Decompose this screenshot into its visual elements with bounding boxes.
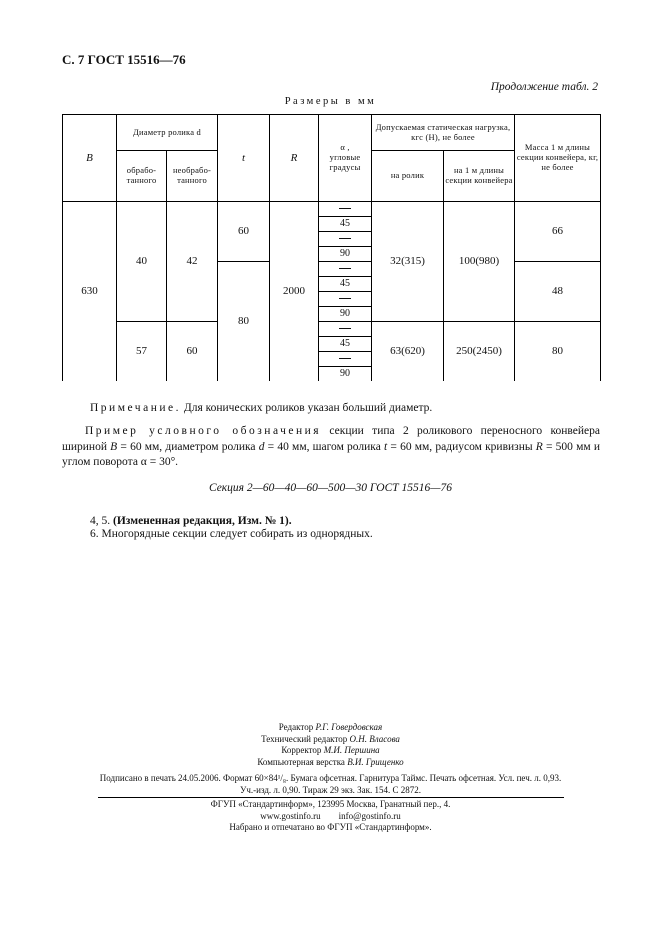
example-var-r: R [535,440,543,453]
header-t: t [218,115,270,202]
dash-mark [339,298,351,299]
header-load: Допускаемая статическая нагрузка, кгс (Н), не более [372,115,515,151]
example-text: = 40 мм, шагом ролика [264,440,384,453]
publication-line: Уч.-изд. л. 0,90. Тираж 29 экз. Зак. 154. С 2872. [239,784,422,795]
cell-load-roller: 63(620) [372,322,444,382]
example-text: = 500 мм и углом поворота α = 30°. [62,440,601,468]
header-diameter: Диаметр ролика d [117,115,218,151]
table-continuation-label: Продолжение табл. 2 [490,81,598,93]
header-unmachined: необрабо- танного [167,151,218,202]
item-number: 4, 5. [90,515,113,527]
header-machined: обрабо- танного [117,151,167,202]
publication-info [0,773,661,796]
cell-mass: 48 [515,262,601,322]
amendment-note: (Измененная редакция, Изм. № 1). [113,515,292,527]
cell-alpha: 45 [319,277,372,292]
dash-mark [339,328,351,329]
cell-d-machined: 57 [117,322,167,382]
cell-mass: 66 [515,202,601,262]
cell-d-machined: 40 [117,202,167,322]
publisher-footer [0,799,661,834]
publication-line: Подписано в печать 24.05.2006. Формат 60×84¹/₈. Бумага офсетная. Гарнитура Таймс. Печать офсетная. Усл. печ. л. 0,93. [99,773,562,783]
sizes-caption: Размеры в мм [284,96,377,107]
dash-mark [339,268,351,269]
cell-t: 80 [218,262,270,382]
dash-mark [339,238,351,239]
example-text: секции типа 2 роликового переносного конвейера шириной [62,425,600,453]
dash-mark [339,358,351,359]
example-var-t: t [384,440,388,453]
dimensions-table [62,114,601,381]
note-text: Для конических роликов указан больший диаметр. [183,402,433,414]
cell-load-meter: 250(2450) [444,322,515,382]
cell-alpha: 90 [319,307,372,322]
cell-load-meter: 100(980) [444,202,515,322]
credit-line: Технический редактор О.Н. Власова [261,733,400,744]
cell-r: 2000 [270,202,319,382]
item-4-5 [90,515,292,527]
header-alpha: α , угловые градусы [319,115,372,202]
credit-line: Редактор Р.Г. Говердовская [278,722,383,732]
dash-mark [339,208,351,209]
example-text: = 60 мм, диаметром ролика [117,440,259,453]
header-b: B [63,115,117,202]
header-per-meter: на 1 м длины секции конвейера [444,151,515,202]
cell-alpha [319,232,372,247]
cell-alpha [319,202,372,217]
example-lead: Пример условного обозначения [85,425,322,437]
example-designation: Секция 2—60—40—60—500—30 ГОСТ 15516—76 [208,482,453,494]
cell-alpha: 45 [319,337,372,352]
cell-b: 630 [63,202,117,382]
cell-load-roller: 32(315) [372,202,444,322]
cell-t: 60 [218,202,270,262]
cell-d-unmachined: 60 [167,322,218,382]
cell-alpha [319,292,372,307]
example-paragraph [62,424,600,471]
table-note [90,402,432,414]
example-var-d: d [258,440,265,453]
header-on-roller: на ролик [372,151,444,202]
cell-alpha [319,352,372,367]
credit-line: Компьютерная верстка В.И. Грищенко [257,756,404,767]
item-6: 6. Многорядные секции следует собирать из однорядных. [90,528,373,540]
cell-alpha: 90 [319,367,372,382]
footer-divider [98,797,564,798]
credit-line: Корректор М.И. Першина [281,745,380,755]
cell-d-unmachined: 42 [167,202,218,322]
header-mass: Масса 1 м длины секции конвейера, кг, не более [515,115,601,202]
page-header: С. 7 ГОСТ 15516—76 [62,52,186,67]
cell-alpha [319,322,372,337]
header-r: R [270,115,319,202]
cell-mass: 80 [515,322,601,382]
publisher-address: ФГУП «Стандартинформ», 123995 Москва, Гранатный пер., 4. [210,799,451,809]
cell-alpha [319,262,372,277]
publisher-print: Набрано и отпечатано во ФГУП «Стандартинформ». [229,822,432,832]
cell-alpha: 90 [319,247,372,262]
note-label: Примечание. [90,402,181,414]
editorial-credits [0,722,661,768]
example-var-b: B [110,440,118,453]
cell-alpha: 45 [319,217,372,232]
example-text: = 60 мм, радиусом кривизны [387,440,536,453]
publisher-web: www.gostinfo.ru info@gostinfo.ru [260,810,401,821]
